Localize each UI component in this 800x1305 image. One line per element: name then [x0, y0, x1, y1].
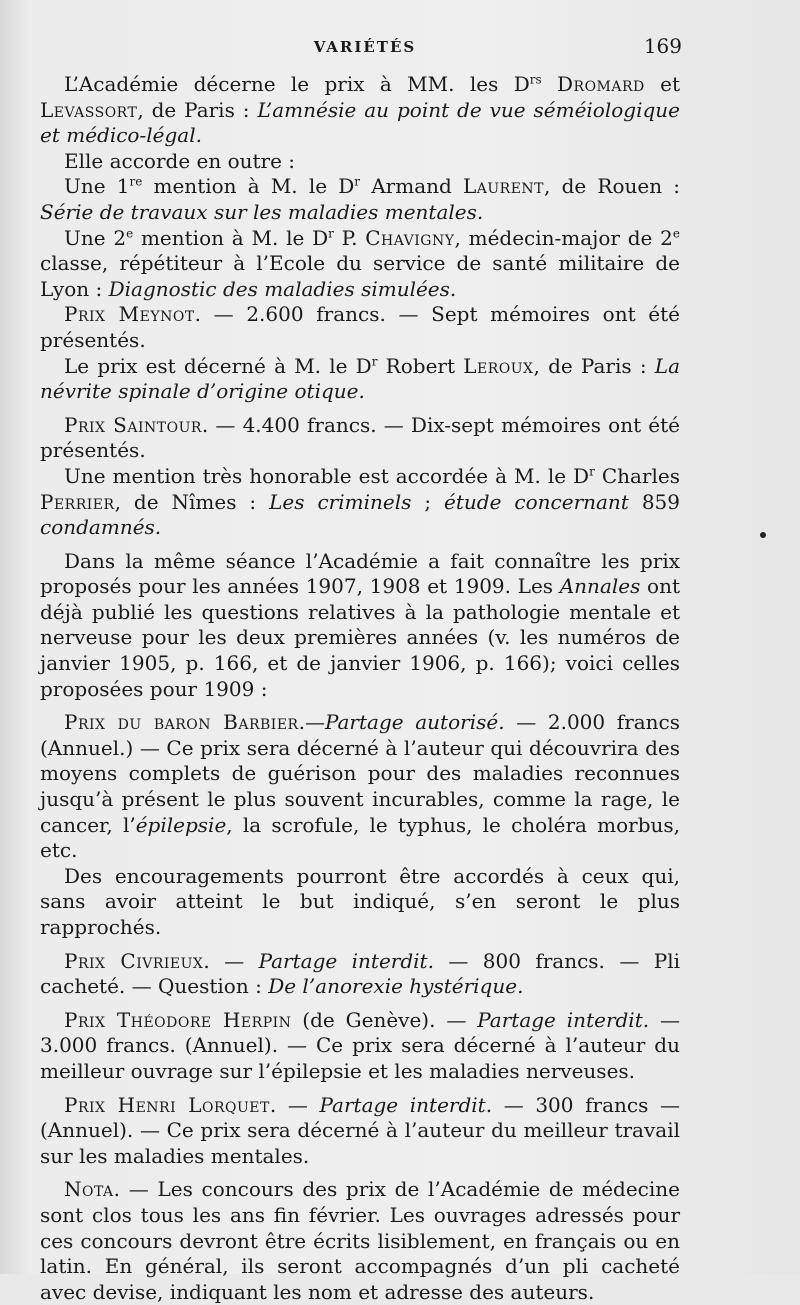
italic-title: De l’anorexie hystérique. — [268, 974, 524, 999]
paragraph-prix-barbier: Prix du baron Barbier.—Partage autorisé. — 2.000 francs (Annuel.) — Ce prix sera décerné à l’auteur qui découvrira des moyens complets de guérison pour des maladies reconnues jusqu’à présent le plus souvent incurables, comme la rage, le cancer, l’épilepsie, la scrofule, le typhus, le choléra morbus, etc. — [40, 710, 681, 863]
italic-title: condamnés. — [40, 515, 162, 540]
italic-title: Partage interdit. — [477, 1007, 650, 1032]
italic-title: Diagnostic des maladies simulées. — [108, 276, 457, 301]
italic-title: épilepsie — [135, 812, 227, 837]
margin-mark — [760, 532, 766, 538]
paragraph-mention-perrier: Une mention très honorable est accordée à M. le $D^r$ Charles Perrier, de Nîmes : Les criminels ; étude concernant 859 condamnés. — [40, 463, 680, 540]
name-smallcaps: Levassort — [40, 97, 138, 122]
superscript: r — [354, 174, 361, 189]
italic-title: L’amnésie au point de vue séméiologique et médico-légal. — [40, 97, 681, 148]
name-smallcaps: Chavigny — [365, 225, 455, 250]
superscript: r — [371, 353, 378, 368]
paragraph-accorde: Elle accorde en outre : — [64, 148, 296, 173]
name-smallcaps: Laurent — [462, 174, 545, 199]
paragraph-nota: Nota. — Les concours des prix de l’Académie de médecine sont clos tous les ans fin février. Les ouvrages adressés pour ces concours devront être écrits lisiblement, en français ou en latin. En général, ils seront accompagnés d’un pli cacheté avec devise, indiquant les nom et adresse des auteurs. — [40, 1177, 680, 1304]
body-text — [40, 72, 680, 1305]
superscript: rs — [529, 72, 542, 87]
name-smallcaps: Nota — [64, 1177, 114, 1202]
name-smallcaps: Prix Meynot — [64, 302, 195, 327]
italic-title: Les criminels — [269, 489, 412, 514]
superscript: re — [129, 174, 143, 189]
page-header — [48, 34, 682, 62]
running-head: VARIÉTÉS — [313, 38, 417, 56]
italic-title: étude concernant — [444, 489, 629, 514]
paragraph-prix-meynot: Prix Meynot. — 2.600 francs. — Sept mémoires ont été présentés. — [40, 302, 680, 352]
paragraph-prix-leroux: Le prix est décerné à M. le $D^r$ Robert Leroux, de Paris : La névrite spinale d’origine otique. — [40, 353, 680, 404]
italic-title: Partage interdit. — [319, 1092, 493, 1117]
paragraph-mention-chavigny: Une 2e mention à M. le $D^r$ P. Chavigny, médecin-major de 2e classe, répétiteur à l’Ecole du service de santé militaire de Lyon : Diagnostic des maladies simulées. — [40, 225, 680, 301]
paragraph-prix-civrieux: Prix Civrieux. — Partage interdit. — 800 francs. — Pli cacheté. — Question : De l’anorexie hystérique. — [40, 948, 680, 999]
page-number: 169 — [643, 34, 682, 58]
italic-title: Série de travaux sur les maladies mentales. — [40, 199, 484, 224]
superscript: e — [672, 225, 680, 240]
paragraph-seance: Dans la même séance l’Académie a fait connaître les prix proposés pour les années 1907, 1908 et 1909. Les Annales ont déjà publié les questions relatives à la pathologie mentale et nerveuse pour les deux premières années (v. les numéros de janvier 1905, p. 166, et de janvier 1906, p. 166); voici celles proposées pour 1909 : — [40, 548, 680, 701]
name-smallcaps: Dromard — [557, 72, 645, 96]
italic-title: Partage autorisé. — [324, 710, 505, 735]
name-smallcaps: Prix du baron Barbier — [64, 710, 299, 735]
superscript: e — [126, 225, 134, 240]
name-smallcaps: Prix Civrieux — [64, 948, 204, 973]
name-smallcaps: Perrier — [40, 489, 115, 514]
name-smallcaps: Prix Saintour — [64, 412, 202, 437]
italic-title: La névrite spinale d’origine otique. — [40, 353, 680, 404]
paragraph-encouragements: Des encouragements pourront être accordés à ceux qui, sans avoir atteint le but indiqué, s’en seront le plus rapprochés. — [40, 863, 680, 939]
italic-title: Partage interdit. — [258, 948, 434, 973]
name-smallcaps: Leroux — [463, 353, 534, 378]
paragraph-prix-dromard: L’Académie décerne le prix à MM. les $D^{rs}$ Dromard et Levassort, de Paris : L’amnésie au point de vue séméiologique et médico-légal. — [40, 72, 681, 148]
superscript: r — [328, 225, 334, 240]
name-smallcaps: Prix Henri Lorquet — [64, 1092, 270, 1117]
name-smallcaps: Prix Théodore Herpin — [64, 1007, 292, 1032]
superscript: r — [589, 464, 595, 479]
paragraph-prix-herpin: Prix Théodore Herpin (de Genève). — Partage interdit. — 3.000 francs. (Annuel). — Ce prix sera décerné à l’auteur du meilleur ouvrage sur l’épilepsie et les maladies nerveuses. — [40, 1007, 680, 1083]
paragraph-prix-saintour: Prix Saintour. — 4.400 francs. — Dix-sept mémoires ont été présentés. — [40, 412, 680, 463]
paragraph-prix-lorquet: Prix Henri Lorquet. — Partage interdit. — 300 francs — (Annuel). — Ce prix sera décerné à l’auteur du meilleur travail sur les maladies mentales. — [40, 1092, 680, 1168]
paragraph-mention-laurent: Une 1re mention à M. le $D^r$ Armand Laurent, de Rouen : Série de travaux sur les maladies mentales. — [40, 174, 680, 224]
italic-title: Annales — [559, 574, 641, 599]
